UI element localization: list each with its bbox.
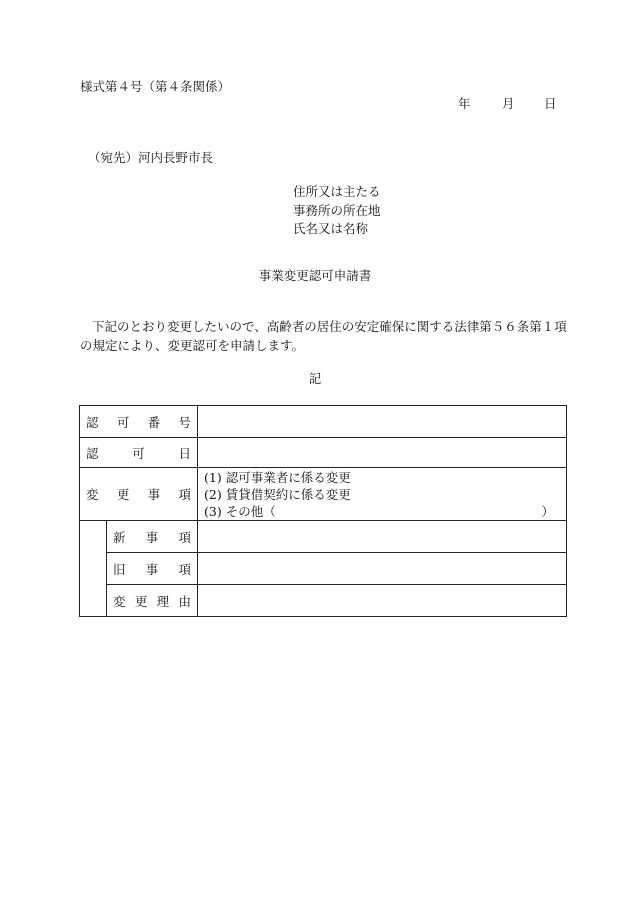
- applicant-address-line2: 事務所の所在地: [293, 202, 381, 218]
- year-label: 年: [458, 96, 471, 111]
- reason-value[interactable]: [198, 585, 567, 617]
- ki-heading: 記: [308, 371, 322, 386]
- change-items-row: [80, 468, 567, 521]
- option-3-close: ）: [541, 503, 554, 519]
- body-text: 下記のとおり変更したいので、高齢者の居住の安定確保に関する法律第５６条第１項の規定により、変更認可を申請します。: [80, 319, 567, 353]
- option-3-label: (3) その他（: [204, 503, 276, 519]
- change-options: [198, 468, 567, 521]
- day-label: 日: [544, 96, 557, 111]
- applicant-name-line: 氏名又は名称: [293, 221, 369, 236]
- old-item-value[interactable]: [198, 553, 567, 585]
- indent-spacer: [80, 521, 107, 553]
- permit-date-value[interactable]: [198, 438, 567, 468]
- reason-row: [80, 585, 567, 617]
- option-3[interactable]: [198, 503, 566, 520]
- change-items-label: 変更事項: [80, 468, 198, 521]
- option-1[interactable]: (1) 認可事業者に係る変更: [204, 469, 351, 485]
- applicant-address-line1: 住所又は主たる: [293, 184, 381, 199]
- detail-table: [79, 405, 567, 617]
- reason-label: 変更理由: [107, 585, 198, 617]
- permit-number-row: [80, 406, 567, 438]
- date-line: [458, 98, 557, 111]
- document-title: 事業変更認可申請書: [258, 268, 372, 283]
- old-item-row: [80, 553, 567, 585]
- old-item-label: 旧事項: [107, 553, 198, 585]
- indent-spacer: [80, 553, 107, 585]
- permit-date-label: 認可日: [80, 438, 198, 468]
- new-item-row: [80, 521, 567, 553]
- permit-date-row: [80, 438, 567, 468]
- new-item-label: 新事項: [107, 521, 198, 553]
- addressee: （宛先）河内長野市長: [88, 150, 214, 165]
- option-2[interactable]: (2) 賃貸借契約に係る変更: [204, 486, 351, 502]
- month-label: 月: [502, 96, 515, 111]
- new-item-value[interactable]: [198, 521, 567, 553]
- permit-number-label: 認可番号: [80, 406, 198, 438]
- indent-spacer: [80, 585, 107, 617]
- form-number: 様式第４号（第４条関係）: [80, 79, 231, 94]
- applicant-block: [293, 183, 381, 239]
- permit-number-value[interactable]: [198, 406, 567, 438]
